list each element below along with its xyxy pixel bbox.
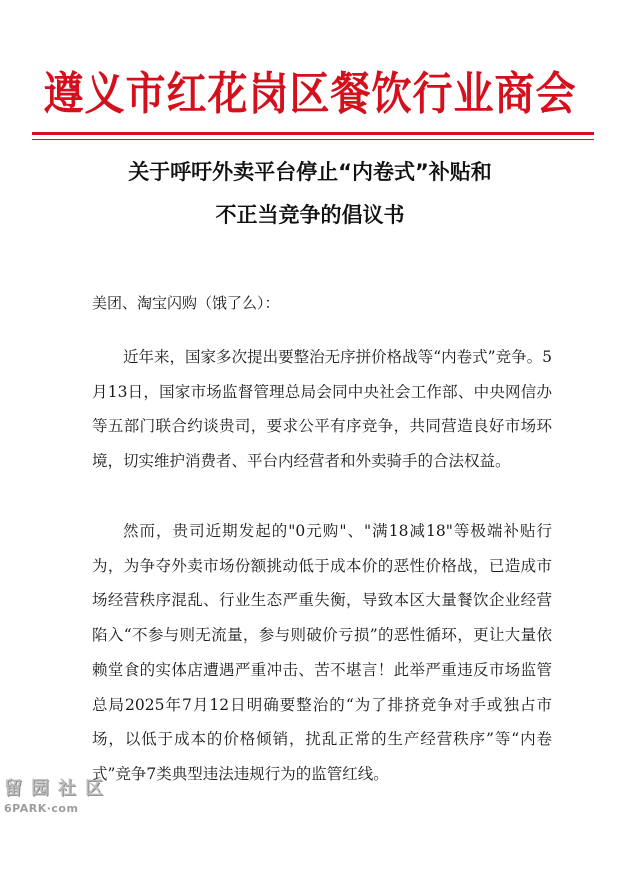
letterhead-rule-thick [32, 132, 594, 135]
watermark-url: 6PARK·com [4, 802, 79, 815]
watermark-mark: 留园社区 [4, 778, 112, 799]
letterhead-title: 遵义市红花岗区餐饮行业商会 [43, 67, 577, 121]
body-paragraph-2: 然而，贵司近期发起的"0元购"、"满18减18"等极端补贴行为，为争夺外卖市场份额挑动低于成本价的恶性价格战，已造成市场经营秩序混乱、行业生态严重失衡，导致本区大量餐饮企业经营陷入“不参与则无流量，参与则破价亏损”的恶性循环，更让大量依赖堂食的实体店遭遇严重冲击、苦不堪言！此举严重违反市场监管总局2025年7月12日明确要整治的“为了排挤竞争对手或独占市场，以低于成本的价格倾销，扰乱正常的生产经营秩序”等“内卷式”竞争7类典型违法违规行为的监管红线。 [92, 522, 552, 783]
body-paragraph-1: 近年来，国家多次提出要整治无序拼价格战等“内卷式”竞争。5月13日，国家市场监督管理总局会同中央社会工作部、中央网信办等五部门联合约谈贵司，要求公平有序竞争，共同营造良好市场环境，切实维护消费者、平台内经营者和外卖骑手的合法权益。 [92, 348, 552, 471]
document-title-line1: 关于呼吁外卖平台停止“内卷式”补贴和 [128, 160, 492, 184]
document-title-line2: 不正当竞争的倡议书 [215, 203, 405, 227]
watermark [4, 774, 112, 815]
salutation: 美团、淘宝闪购（饿了么）： [92, 294, 280, 312]
letterhead-rule-thin [32, 139, 594, 140]
